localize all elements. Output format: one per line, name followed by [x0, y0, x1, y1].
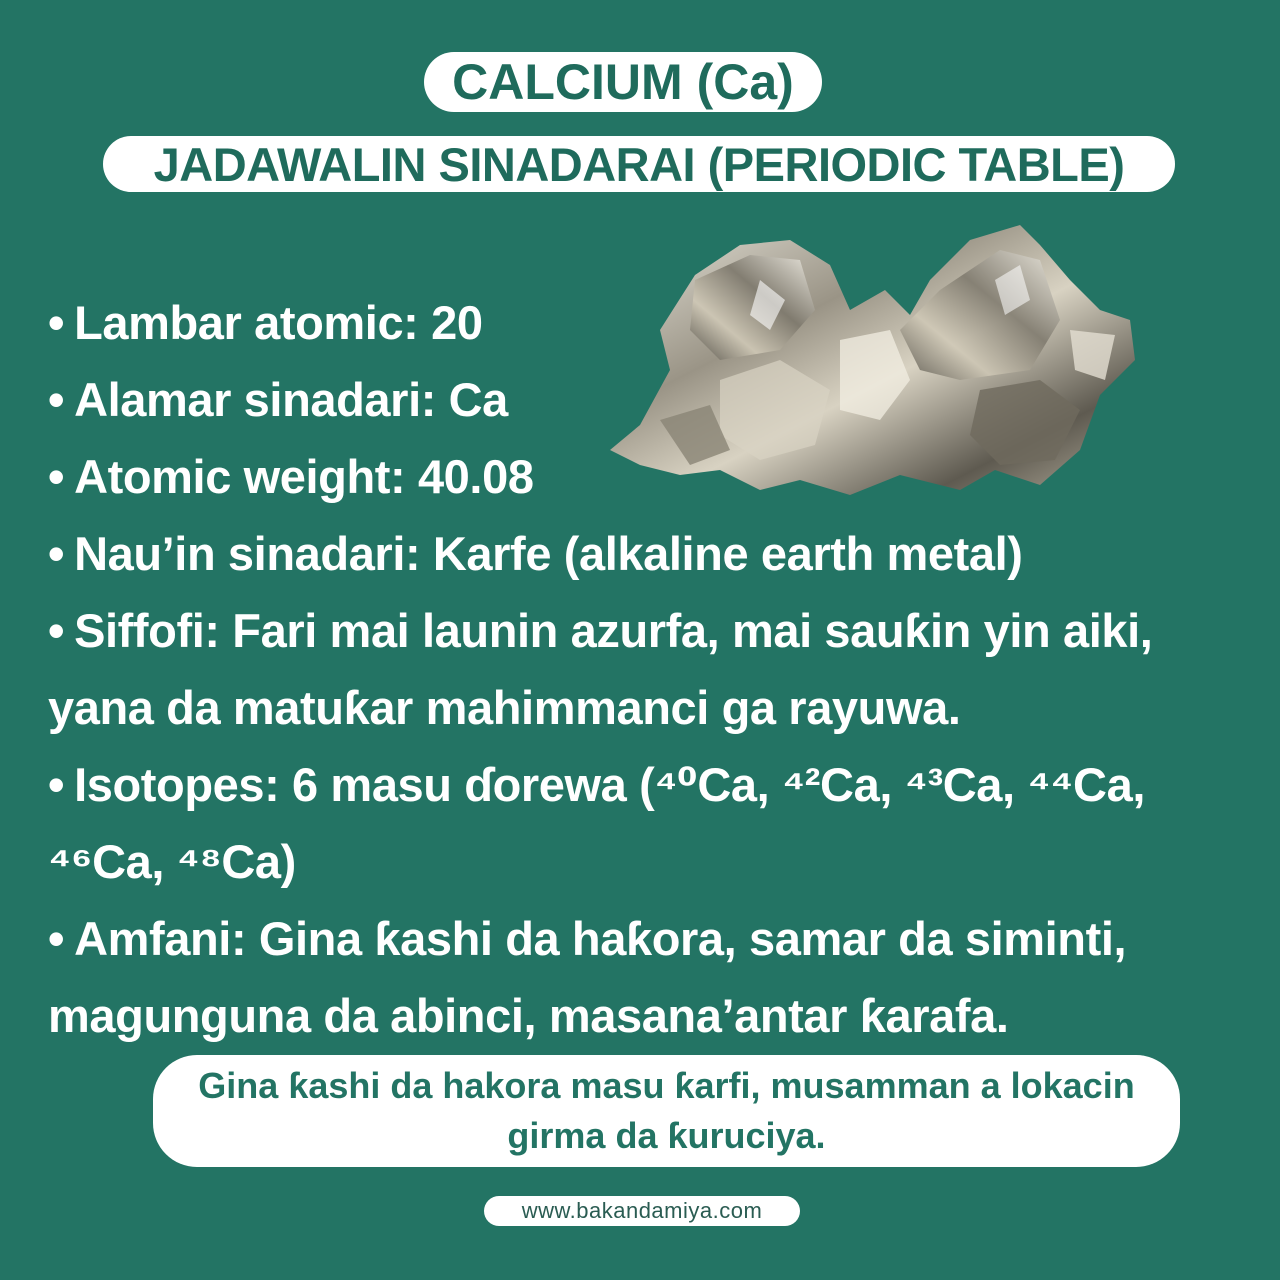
fact-symbol: • Alamar sinadari: Ca [48, 373, 508, 426]
fact-isotopes: • Isotopes: 6 masu ɗorewa (⁴⁰Ca, ⁴²Ca, ⁴³Ca, ⁴⁴Ca, ⁴⁶Ca, ⁴⁸Ca) [48, 758, 1145, 888]
fact-atomic-weight: • Atomic weight: 40.08 [48, 450, 534, 503]
facts-list [48, 284, 1248, 1054]
fact-properties: • Siffofi: Fari mai launin azurfa, mai sauƙin yin aiki, yana da matuƙar mahimmanci ga rayuwa. [48, 604, 1153, 734]
page-title: CALCIUM (Ca) [424, 52, 822, 112]
bullet-icon: • [48, 912, 65, 965]
website-link[interactable]: www.bakandamiya.com [484, 1196, 800, 1226]
bullet-icon: • [48, 758, 65, 811]
bullet-icon: • [48, 296, 65, 349]
bullet-icon: • [48, 527, 65, 580]
fact-uses: • Amfani: Gina ƙashi da haƙora, samar da siminti, magunguna da abinci, masana’antar ƙarafa. [48, 912, 1127, 1042]
bullet-icon: • [48, 604, 65, 657]
fact-element-type: • Nau’in sinadari: Karfe (alkaline earth metal) [48, 527, 1023, 580]
page-subtitle: JADAWALIN SINADARAI (PERIODIC TABLE) [103, 136, 1175, 192]
bullet-icon: • [48, 373, 65, 426]
bullet-icon: • [48, 450, 65, 503]
fact-atomic-number: • Lambar atomic: 20 [48, 296, 483, 349]
summary-note: Gina ƙashi da hakora masu ƙarfi, musamman a lokacin girma da ƙuruciya. [153, 1055, 1180, 1167]
